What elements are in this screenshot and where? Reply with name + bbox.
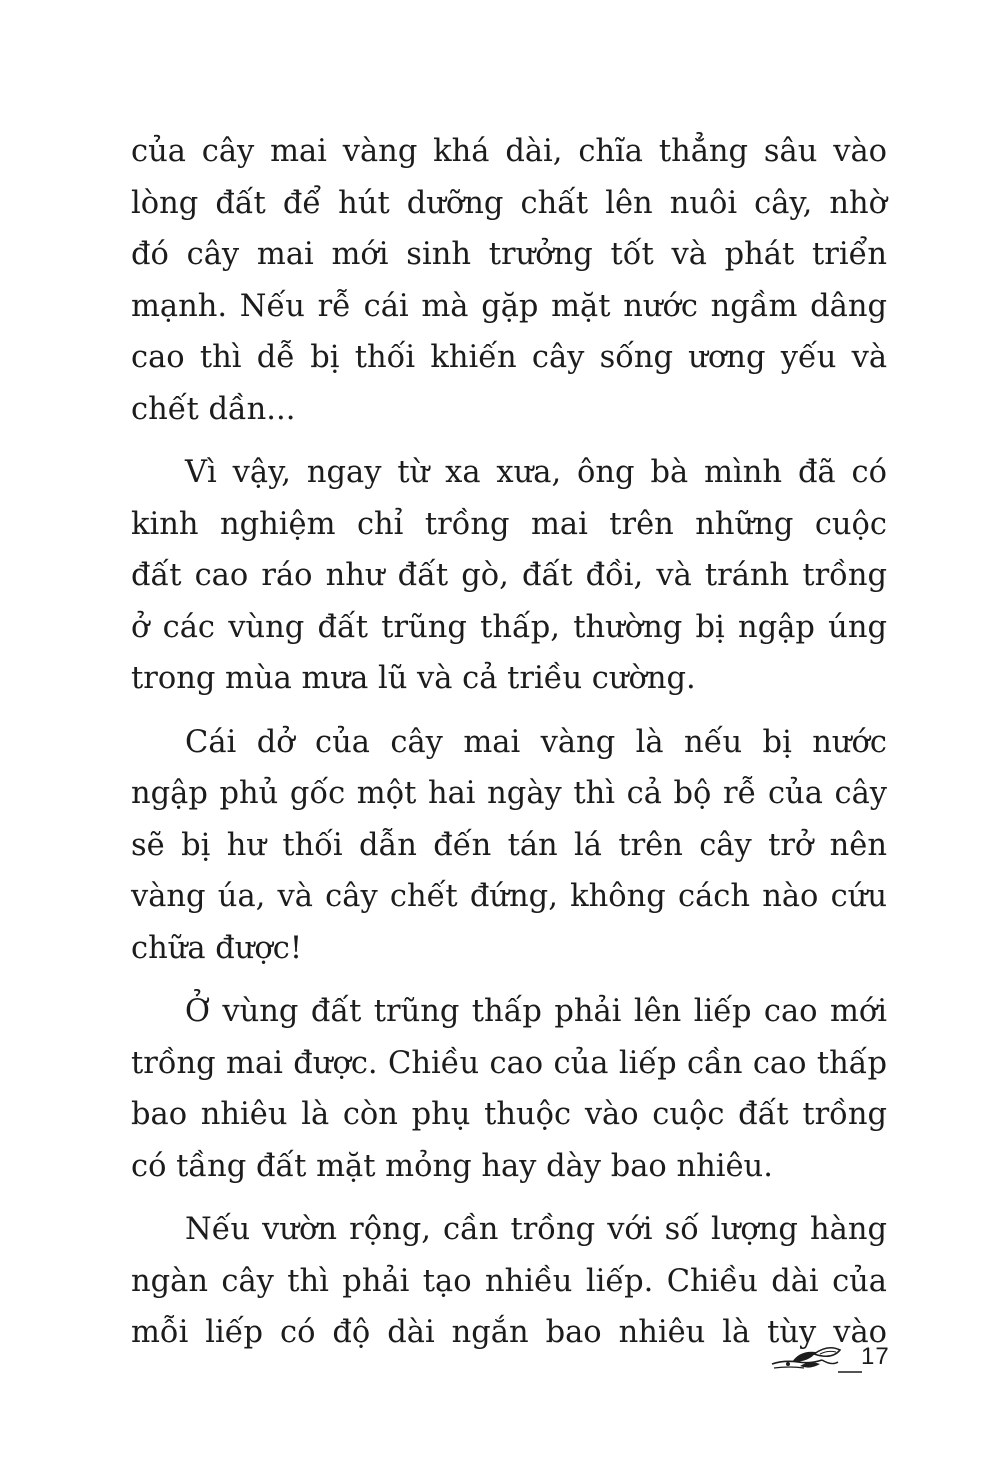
paragraph-2 <box>131 447 887 705</box>
text-line: chữa được! <box>131 930 303 966</box>
text-line: trồng mai được. Chiều cao của liếp cần cao thấp <box>131 1045 887 1081</box>
text-line: sẽ bị hư thối dẫn đến tán lá trên cây trở nên <box>131 827 887 863</box>
text-line: của cây mai vàng khá dài, chĩa thẳng sâu vào <box>131 134 887 169</box>
text-line: đó cây mai mới sinh trưởng tốt và phát triển <box>131 237 887 272</box>
text-line: trong mùa mưa lũ và cả triều cường. <box>131 661 696 696</box>
text-line: bao nhiêu là còn phụ thuộc vào cuộc đất trồng <box>131 1097 887 1132</box>
text-line: có tầng đất mặt mỏng hay dày bao nhiêu. <box>131 1148 773 1184</box>
text-line: Cái dở của cây mai vàng là nếu bị nước <box>185 724 887 760</box>
text-line: Ở vùng đất trũng thấp phải lên liếp cao mới <box>185 994 887 1029</box>
leaf-sprig-icon <box>770 1340 862 1380</box>
text-line: lòng đất để hút dưỡng chất lên nuôi cây, nhờ <box>131 185 887 221</box>
text-line: cao thì dễ bị thối khiến cây sống ương yếu và <box>131 340 887 375</box>
text-line: Vì vậy, ngay từ xa xưa, ông bà mình đã có <box>185 455 887 490</box>
paragraph-5 <box>131 1204 887 1359</box>
text-line: chết dần... <box>131 391 296 427</box>
text-line: đất cao ráo như đất gò, đất đồi, và tránh trồng <box>131 558 887 593</box>
page-number: 17 <box>861 1343 890 1370</box>
text-line: ngàn cây thì phải tạo nhiều liếp. Chiều dài của <box>131 1263 887 1299</box>
paragraph-3 <box>131 717 887 975</box>
body-text <box>131 126 887 1359</box>
page-footer <box>770 1340 900 1390</box>
text-line: vàng úa, và cây chết đứng, không cách nào cứu <box>131 879 887 914</box>
text-line: ngập phủ gốc một hai ngày thì cả bộ rễ của cây <box>131 776 887 811</box>
text-line: mỗi liếp có độ dài ngắn bao nhiêu là tùy vào <box>131 1315 887 1350</box>
text-line: mạnh. Nếu rễ cái mà gặp mặt nước ngầm dâng <box>131 288 887 324</box>
text-line: Nếu vườn rộng, cần trồng với số lượng hàng <box>185 1212 887 1247</box>
paragraph-4 <box>131 986 887 1192</box>
text-line: kinh nghiệm chỉ trồng mai trên những cuộc <box>131 506 887 542</box>
text-line: ở các vùng đất trũng thấp, thường bị ngập úng <box>131 609 887 645</box>
paragraph-1 <box>131 126 887 435</box>
